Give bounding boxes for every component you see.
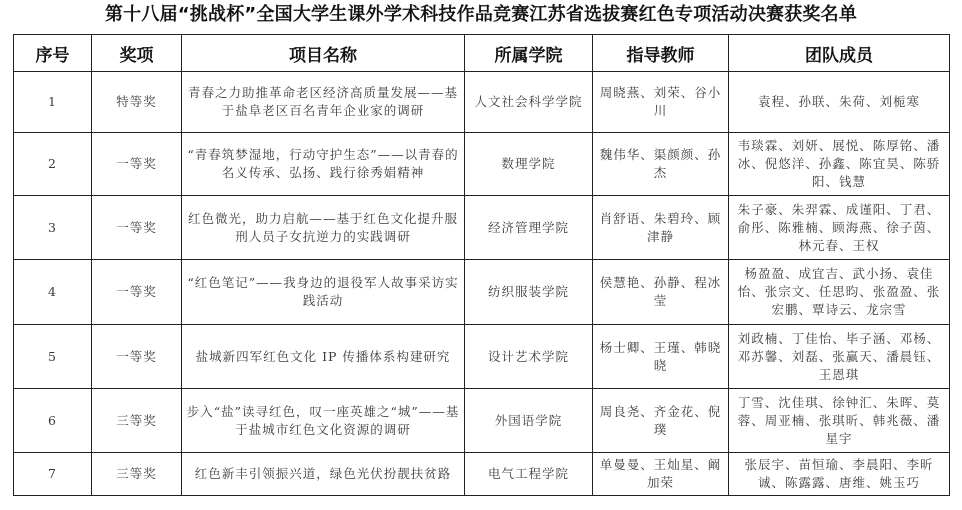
- awards-table: [13, 34, 950, 496]
- cell-award: 特等奖: [92, 72, 182, 133]
- cell-no: 2: [14, 133, 92, 196]
- cell-award: 一等奖: [92, 133, 182, 196]
- cell-members: 韦琰霖、刘妍、展悦、陈厚铭、潘冰、倪悠洋、孙鑫、陈宜昊、陈骄阳、钱慧: [729, 133, 950, 196]
- table-row: [14, 260, 950, 325]
- cell-advisors: 肖舒语、朱碧玲、顾津静: [593, 196, 729, 260]
- cell-advisors: 侯慧艳、孙静、程冰莹: [593, 260, 729, 325]
- table-header-row: [14, 35, 950, 72]
- header-college: 所属学院: [465, 35, 593, 72]
- table-row: [14, 389, 950, 453]
- cell-project: “青春筑梦湿地，行动守护生态”——以青春的名义传承、弘扬、践行徐秀娟精神: [182, 133, 465, 196]
- header-advisors: 指导教师: [593, 35, 729, 72]
- cell-members: 袁程、孙联、朱荷、刘栀寒: [729, 72, 950, 133]
- cell-award: 一等奖: [92, 260, 182, 325]
- cell-advisors: 周晓燕、刘荣、谷小川: [593, 72, 729, 133]
- page-title: 第十八届“挑战杯”全国大学生课外学术科技作品竞赛江苏省选拔赛红色专项活动决赛获奖名单: [104, 4, 858, 25]
- cell-project: 红色新丰引领振兴道，绿色光伏扮靓扶贫路: [182, 453, 465, 496]
- cell-project: 盐城新四军红色文化 IP 传播体系构建研究: [182, 325, 465, 389]
- header-members: 团队成员: [729, 35, 950, 72]
- cell-advisors: 杨士卿、王瑾、韩晓晓: [593, 325, 729, 389]
- table-row: [14, 72, 950, 133]
- cell-award: 三等奖: [92, 389, 182, 453]
- cell-award: 一等奖: [92, 196, 182, 260]
- cell-college: 外国语学院: [465, 389, 593, 453]
- table-row: [14, 325, 950, 389]
- cell-college: 电气工程学院: [465, 453, 593, 496]
- header-award: 奖项: [92, 35, 182, 72]
- cell-members: 刘政楠、丁佳怡、毕子涵、邓杨、邓苏馨、刘磊、张赢天、潘晨钰、王恩琪: [729, 325, 950, 389]
- table-row: [14, 133, 950, 196]
- cell-no: 1: [14, 72, 92, 133]
- cell-college: 数理学院: [465, 133, 593, 196]
- cell-no: 6: [14, 389, 92, 453]
- header-no: 序号: [14, 35, 92, 72]
- cell-college: 人文社会科学学院: [465, 72, 593, 133]
- cell-award: 一等奖: [92, 325, 182, 389]
- cell-advisors: 周良尧、齐金花、倪璞: [593, 389, 729, 453]
- cell-college: 设计艺术学院: [465, 325, 593, 389]
- cell-members: 杨盈盈、成宜吉、武小扬、袁佳怡、张宗文、任思昀、张盈盈、张宏鹏、覃诗云、龙宗雪: [729, 260, 950, 325]
- table-row: [14, 196, 950, 260]
- cell-members: 丁雪、沈佳琪、徐钟汇、朱晖、莫蓉、周亚楠、张琪昕、韩兆薇、潘星宇: [729, 389, 950, 453]
- cell-project: 红色微光，助力启航——基于红色文化提升服刑人员子女抗逆力的实践调研: [182, 196, 465, 260]
- cell-advisors: 魏伟华、渠颜颜、孙杰: [593, 133, 729, 196]
- cell-members: 张辰宇、苗恒瑜、李晨阳、李昕诚、陈露露、唐维、姚玉巧: [729, 453, 950, 496]
- cell-no: 3: [14, 196, 92, 260]
- cell-project: 步入“盐”读寻红色，叹一座英雄之“城”——基于盐城市红色文化资源的调研: [182, 389, 465, 453]
- cell-project: 青春之力助推革命老区经济高质量发展——基于盐阜老区百名青年企业家的调研: [182, 72, 465, 133]
- cell-no: 4: [14, 260, 92, 325]
- cell-no: 5: [14, 325, 92, 389]
- cell-college: 经济管理学院: [465, 196, 593, 260]
- cell-award: 三等奖: [92, 453, 182, 496]
- cell-project: “红色笔记”——我身边的退役军人故事采访实践活动: [182, 260, 465, 325]
- table-row: [14, 453, 950, 496]
- cell-members: 朱子豪、朱羿霖、成谨阳、丁君、俞彤、陈雅楠、顾海燕、徐子茵、林元春、王权: [729, 196, 950, 260]
- header-project: 项目名称: [182, 35, 465, 72]
- cell-advisors: 单曼曼、王灿星、阚加荣: [593, 453, 729, 496]
- cell-no: 7: [14, 453, 92, 496]
- cell-college: 纺织服装学院: [465, 260, 593, 325]
